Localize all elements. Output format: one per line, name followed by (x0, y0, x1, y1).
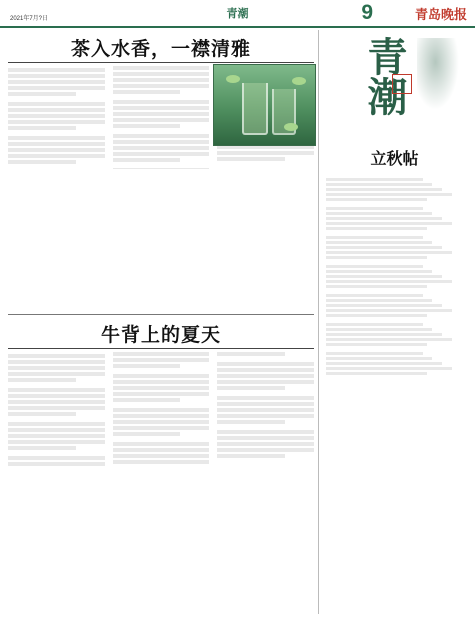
column-divider (318, 30, 319, 614)
placeholder-line (113, 72, 210, 76)
placeholder-line (113, 158, 181, 162)
placeholder-line (113, 442, 210, 446)
article1-header (8, 32, 314, 63)
unreadable-paragraph (8, 136, 105, 164)
placeholder-line (8, 440, 105, 444)
placeholder-line (113, 100, 210, 104)
unreadable-paragraph (113, 66, 210, 94)
placeholder-line (326, 265, 423, 268)
seal-stamp (392, 74, 412, 94)
placeholder-line (113, 106, 210, 110)
placeholder-line (113, 432, 181, 436)
unreadable-paragraph (8, 354, 105, 382)
placeholder-line (326, 222, 452, 225)
placeholder-line (326, 256, 427, 259)
placeholder-line (113, 392, 210, 396)
poem-body (326, 176, 464, 596)
placeholder-line (113, 414, 210, 418)
placeholder-line (113, 380, 210, 384)
article2-title: 牛背上的夏天 (100, 324, 221, 346)
unreadable-paragraph (113, 134, 210, 162)
placeholder-line (8, 456, 105, 460)
placeholder-line (217, 374, 314, 378)
placeholder-line (113, 152, 210, 156)
placeholder-line (217, 414, 314, 418)
placeholder-line (113, 352, 210, 356)
masthead-title: 青潮 (361, 36, 408, 116)
placeholder-line (113, 66, 210, 70)
placeholder-line (113, 448, 210, 452)
article2-header (8, 318, 314, 349)
placeholder-line (217, 380, 314, 384)
unreadable-paragraph (217, 430, 314, 458)
placeholder-line (326, 246, 442, 249)
placeholder-line (8, 92, 76, 96)
placeholder-line (326, 280, 452, 283)
unreadable-paragraph (8, 422, 105, 450)
placeholder-line (8, 434, 105, 438)
unreadable-paragraph (8, 102, 105, 130)
leaf (284, 123, 298, 131)
placeholder-line (113, 398, 181, 402)
placeholder-line (326, 183, 432, 186)
placeholder-line (113, 134, 210, 138)
placeholder-line (113, 118, 210, 122)
placeholder-line (8, 120, 105, 124)
placeholder-line (8, 360, 105, 364)
placeholder-line (217, 151, 314, 155)
unreadable-paragraph (8, 68, 105, 96)
unreadable-paragraph (217, 362, 314, 390)
placeholder-line (8, 428, 105, 432)
placeholder-line (326, 193, 452, 196)
placeholder-line (8, 462, 105, 466)
poem-header (322, 132, 467, 172)
placeholder-line (8, 406, 105, 410)
placeholder-line (8, 412, 76, 416)
tea-photo (213, 64, 316, 146)
placeholder-line (8, 394, 105, 398)
placeholder-line (326, 212, 432, 215)
unreadable-paragraph (113, 100, 210, 128)
placeholder-line (326, 323, 423, 326)
placeholder-line (8, 372, 105, 376)
unreadable-paragraph (217, 396, 314, 424)
placeholder-line (217, 352, 285, 356)
placeholder-line (113, 84, 210, 88)
placeholder-line (8, 102, 105, 106)
section-title: 青潮 (226, 8, 249, 20)
placeholder-line (113, 408, 210, 412)
placeholder-line (326, 241, 432, 244)
placeholder-line (326, 294, 423, 297)
placeholder-line (326, 338, 452, 341)
placeholder-line (326, 227, 427, 230)
placeholder-line (113, 364, 181, 368)
placeholder-line (326, 343, 427, 346)
newspaper-name: 青岛晚报 (414, 8, 467, 23)
placeholder-line (217, 368, 314, 372)
placeholder-line (326, 270, 432, 273)
placeholder-line (326, 367, 452, 370)
placeholder-line (8, 366, 105, 370)
article2-body (8, 352, 314, 614)
placeholder-line (113, 78, 210, 82)
placeholder-line (217, 454, 285, 458)
unreadable-stanza (326, 236, 464, 259)
glass-cup (242, 83, 268, 135)
placeholder-line (8, 86, 105, 90)
placeholder-line (113, 146, 210, 150)
placeholder-line (326, 275, 442, 278)
placeholder-line (326, 328, 432, 331)
unreadable-stanza (326, 178, 464, 201)
placeholder-line (217, 448, 314, 452)
ink-brush-decoration (417, 38, 463, 118)
placeholder-line (326, 309, 452, 312)
placeholder-line (326, 299, 432, 302)
page-number: 9 (361, 1, 373, 24)
placeholder-line (217, 402, 314, 406)
unreadable-stanza (326, 265, 464, 288)
placeholder-line (8, 126, 76, 130)
placeholder-line (113, 112, 210, 116)
placeholder-line (217, 386, 285, 390)
article1-title: 茶入水香，一襟清雅 (70, 38, 251, 60)
placeholder-line (326, 198, 427, 201)
placeholder-line (326, 372, 427, 375)
placeholder-line (326, 352, 423, 355)
placeholder-line (8, 108, 105, 112)
placeholder-line (8, 378, 76, 382)
placeholder-line (8, 446, 76, 450)
unreadable-stanza (326, 352, 464, 375)
placeholder-line (326, 357, 432, 360)
unreadable-stanza (326, 323, 464, 346)
placeholder-line (8, 160, 76, 164)
placeholder-line (326, 333, 442, 336)
placeholder-line (326, 314, 427, 317)
leaf (226, 75, 240, 83)
placeholder-line (8, 80, 105, 84)
placeholder-line (8, 388, 105, 392)
placeholder-line (217, 362, 314, 366)
placeholder-line (326, 236, 423, 239)
placeholder-line (8, 354, 105, 358)
placeholder-line (113, 460, 210, 464)
placeholder-line (113, 420, 210, 424)
placeholder-line (217, 396, 314, 400)
placeholder-line (8, 422, 105, 426)
placeholder-line (8, 142, 105, 146)
placeholder-line (8, 114, 105, 118)
issue-date: 2021年7月?日 (10, 16, 49, 22)
placeholder-line (326, 217, 442, 220)
page-header (0, 0, 475, 28)
placeholder-line (113, 358, 210, 362)
unreadable-stanza (326, 294, 464, 317)
placeholder-line (326, 178, 423, 181)
article-divider (8, 314, 314, 315)
placeholder-line (217, 157, 285, 161)
placeholder-line (113, 90, 181, 94)
placeholder-line (217, 420, 285, 424)
unreadable-paragraph (113, 374, 210, 402)
placeholder-line (8, 74, 105, 78)
placeholder-line (8, 68, 105, 72)
placeholder-line (326, 188, 442, 191)
poem-title: 立秋帖 (370, 149, 419, 168)
placeholder-line (113, 426, 210, 430)
placeholder-line (326, 304, 442, 307)
placeholder-line (326, 362, 442, 365)
placeholder-line (8, 148, 105, 152)
leaf (292, 77, 306, 85)
unreadable-stanza (326, 207, 464, 230)
placeholder-line (217, 442, 314, 446)
placeholder-line (217, 436, 314, 440)
placeholder-line (113, 454, 210, 458)
placeholder-line (8, 400, 105, 404)
placeholder-line (217, 408, 314, 412)
placeholder-line (113, 124, 181, 128)
placeholder-line (326, 207, 423, 210)
column-masthead (322, 30, 467, 125)
placeholder-line (326, 285, 427, 288)
placeholder-line (113, 140, 210, 144)
placeholder-line (326, 251, 452, 254)
placeholder-line (8, 154, 105, 158)
placeholder-line (113, 374, 210, 378)
placeholder-line (217, 430, 314, 434)
unreadable-paragraph (113, 408, 210, 436)
placeholder-line (113, 386, 210, 390)
unreadable-paragraph (8, 388, 105, 416)
placeholder-line (8, 136, 105, 140)
